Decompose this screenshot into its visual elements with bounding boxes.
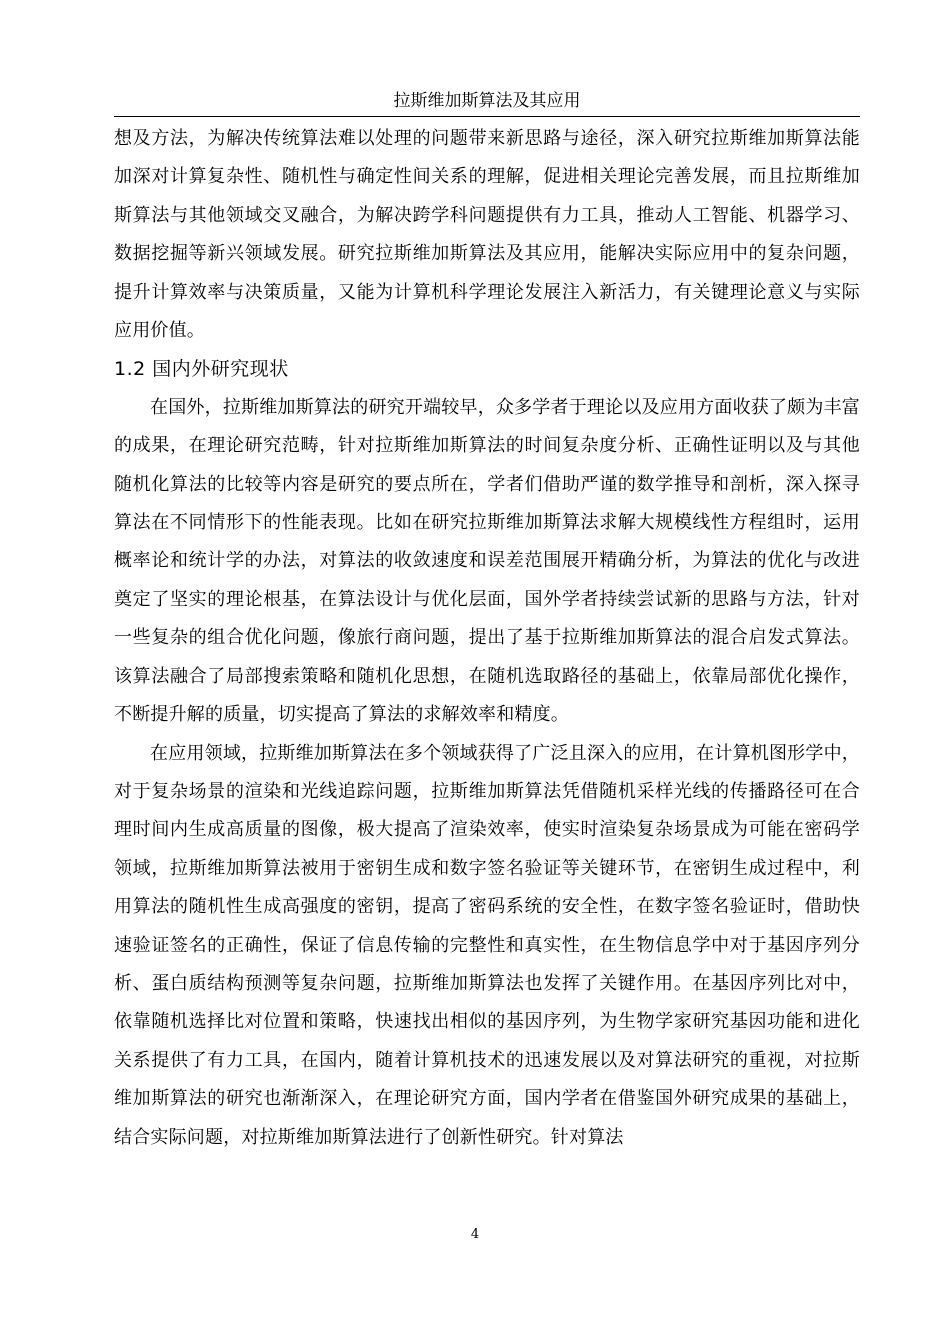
paragraph-foreign-research: 在国外，拉斯维加斯算法的研究开端较早，众多学者于理论以及应用方面收获了颇为丰富的成果，在理论研究范畴，针对拉斯维加斯算法的时间复杂度分析、正确性证明以及与其他随机化算法的比较等内容是研究的要点所在，学者们借助严谨的数学推导和剖析，深入探寻算法在不同情形下的性能表现。比如在研究拉斯维加斯算法求解大规模线性方程组时，运用概率论和统计学的办法，对算法的收敛速度和误差范围展开精确分析，为算法的优化与改进奠定了坚实的理论根基，在算法设计与优化层面，国外学者持续尝试新的思路与方法，针对一些复杂的组合优化问题，像旅行商问题，提出了基于拉斯维加斯算法的混合启发式算法。该算法融合了局部搜索策略和随机化思想，在随机选取路径的基础上，依靠局部优化操作，不断提升解的质量，切实提高了算法的求解效率和精度。 (114, 396, 860, 726)
header-rule (114, 116, 860, 117)
section-heading-1-2 (114, 350, 860, 388)
section-number: 1.2 (114, 358, 146, 381)
paragraph-intro-continued: 想及方法，为解决传统算法难以处理的问题带来新思路与途径，深入研究拉斯维加斯算法能加深对计算复杂性、随机性与确定性间关系的理解，促进相关理论完善发展，而且拉斯维加斯算法与其他领域交叉融合，为解决跨学科问题提供有力工具，推动人工智能、机器学习、数据挖掘等新兴领域发展。研究拉斯维加斯算法及其应用，能解决实际应用中的复杂问题，提升计算效率与决策质量，又能为计算机科学理论发展注入新活力，有关键理论意义与实际应用价值。 (114, 128, 860, 342)
running-header: 拉斯维加斯算法及其应用 (393, 91, 581, 111)
page-number: 4 (470, 1227, 480, 1242)
section-title: 国内外研究现状 (152, 358, 289, 381)
paragraph-applications: 在应用领域，拉斯维加斯算法在多个领域获得了广泛且深入的应用，在计算机图形学中，对于复杂场景的渲染和光线追踪问题，拉斯维加斯算法凭借随机采样光线的传播路径可在合理时间内生成高质量的图像，极大提高了渲染效率，使实时渲染复杂场景成为可能在密码学领域，拉斯维加斯算法被用于密钥生成和数字签名验证等关键环节，在密钥生成过程中，利用算法的随机性生成高强度的密钥，提高了密码系统的安全性，在数字签名验证时，借助快速验证签名的正确性，保证了信息传输的完整性和真实性，在生物信息学中对于基因序列分析、蛋白质结构预测等复杂问题，拉斯维加斯算法也发挥了关键作用。在基因序列比对中，依靠随机选择比对位置和策略，快速找出相似的基因序列，为生物学家研究基因功能和进化关系提供了有力工具，在国内，随着计算机技术的迅速发展以及对算法研究的重视，对拉斯维加斯算法的研究也渐渐深入，在理论研究方面，国内学者在借鉴国外研究成果的基础上，结合实际问题，对拉斯维加斯算法进行了创新性研究。针对算法 (114, 742, 860, 1148)
body-text (114, 120, 860, 1157)
